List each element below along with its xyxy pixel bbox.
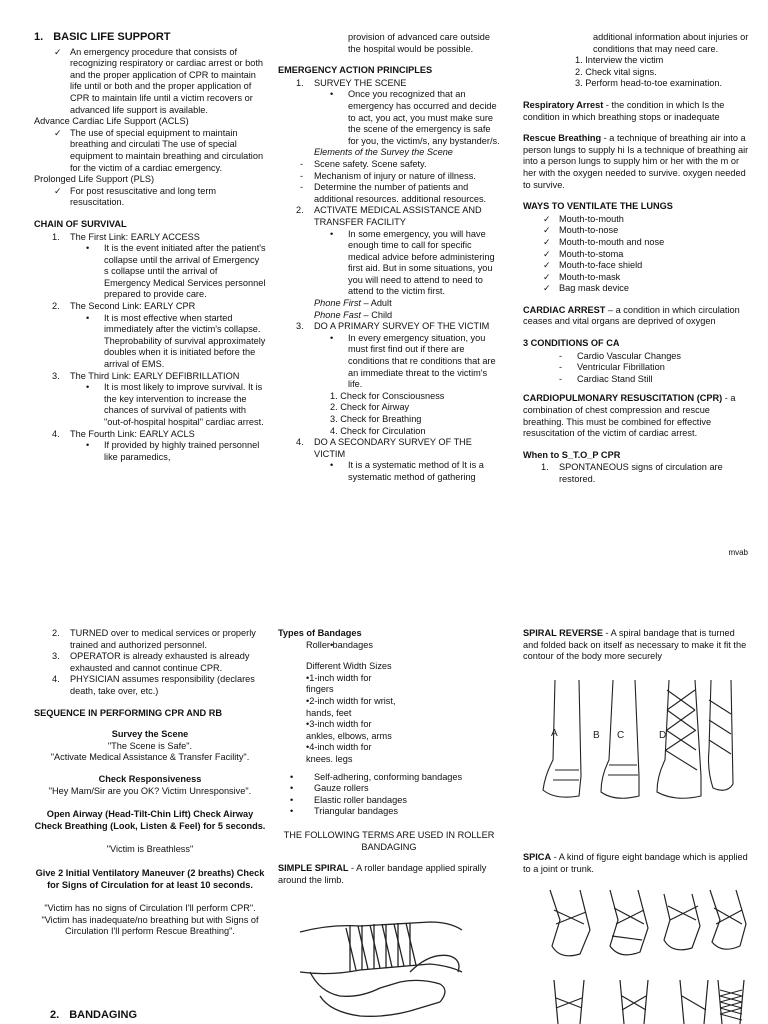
width-item: •1-inch width for fingers [306, 672, 372, 695]
continued-text: provision of advanced care outside the hospital would be possible. [348, 32, 490, 54]
stop-item: 3. OPERATOR is already exhausted is already exhausted and cannot continue CPR. [52, 651, 250, 673]
sequence-title: SEQUENCE IN PERFORMING CPR AND RB [34, 707, 223, 718]
step-1-title: 1. SURVEY THE SCENE [296, 77, 407, 88]
step-item: 1. Interview the victim [575, 55, 664, 66]
element-item: - Determine the number of patients and additional resources. additional resources. [278, 182, 500, 205]
step-2-description: • In some emergency, you will have enough time to call for specific medical advice before administering first aid. But in some situations, you you will need to attend to need to attend to the victim first. [278, 229, 500, 299]
link-2: 2. The Second Link: EARLY CPR • It is most effective when started immediately after the victim's collapse. Theprobability of survival approximately doubles when it is initiated before the arrival of EMS. [34, 301, 266, 371]
stop-item: 4. PHYSICIAN assumes responsibility (declares death, take over, etc.) [52, 674, 255, 696]
respiratory-arrest: Respiratory Arrest - the condition in which Is the condition in which breathing stops or inadequate [523, 99, 725, 122]
width-item: •4-inch width for knees. legs [306, 742, 372, 764]
figure-label: A [551, 728, 558, 739]
way-item: ✓ Mouth-to-mouth and nose [523, 237, 751, 249]
column-1-bottom [34, 628, 266, 938]
link-1: 1. The First Link: EARLY ACCESS • It is the event initiated after the patient's collapse until the arrival of Emergency s collapse until the arrival of Emergency Medical Services personnel prepared to provide care. [34, 232, 266, 302]
stop-item: 1. SPONTANEOUS signs of circulation are restored. [541, 462, 723, 484]
step-3-description: • In every emergency situation, you must first find out if there are conditions that re conditions that are an immediate threat to the victim's life. [278, 333, 500, 391]
way-item: ✓ Mouth-to-mouth [523, 214, 751, 226]
way-item: ✓ Mouth-to-nose [523, 225, 751, 237]
column-2-top [278, 32, 500, 484]
width-item: •2-inch width for wrist, hands, feet [306, 695, 396, 718]
seq-survey: Survey the Scene [111, 729, 189, 740]
acls-title: Advance Cardiac Life Support (ACLS) [34, 116, 189, 127]
pls-title: Prolonged Life Support (PLS) [34, 174, 155, 185]
types-title: Types of Bandages [278, 628, 362, 638]
seq-check: Check Responsiveness [98, 773, 202, 784]
seq-no-signs: "Victim has no signs of Circulation I'll perform CPR". "Victim has inadequate/no breathing but with Signs of Circulation I'll perform Rescue Breathing". [41, 903, 259, 937]
check-item: 4. Check for Circulation [330, 425, 426, 436]
step-4-title: 4. DO A SECONDARY SURVEY OF THE VICTIM [296, 437, 472, 459]
link-3: 3. The Third Link: EARLY DEFIBRILLATION • It is most likely to improve survival. It is the key intervention to increase the chances of survival of patients with "out-of-hospital hospital" cardiac arrest. [34, 371, 266, 429]
figure-label: C [617, 730, 625, 741]
simple-spiral-illustration [290, 912, 470, 1024]
way-item: ✓ Mouth-to-face shield [523, 260, 751, 272]
spica-illustration [540, 880, 750, 1024]
author-initials: mvab [728, 548, 748, 557]
type-item: • Triangular bandages [290, 806, 398, 817]
stop-item: 2. TURNED over to medical services or properly trained and authorized personnel. [52, 628, 256, 650]
seq-safe: "The Scene is Safe". [107, 740, 193, 751]
step-item: 2. Check vital signs. [575, 66, 657, 77]
seq-give-breaths: Give 2 Initial Ventilatory Maneuver (2 breaths) Check for Signs of Circulation for at least 10 seconds. [35, 867, 265, 890]
pls-description: ✓ For post resuscitative and long term resuscitation. [34, 186, 266, 209]
link-4: 4. The Fourth Link: EARLY ACLS • If provided by highly trained personnel like paramedics, [34, 429, 266, 464]
phone-first: Phone First – Adult [314, 298, 392, 309]
cardiac-arrest: CARDIAC ARREST – a condition in which circulation ceases and vital organs are deprived of oxygen [523, 304, 740, 327]
seq-breathless: "Victim is Breathless" [106, 844, 194, 855]
chain-of-survival-title: CHAIN OF SURVIVAL [34, 218, 127, 229]
seq-activate: "Activate Medical Assistance & Transfer Facility". [50, 752, 250, 763]
column-1-top [34, 32, 266, 463]
ways-title: WAYS TO VENTILATE THE LUNGS [523, 201, 673, 212]
column-3-top [523, 32, 751, 486]
elements-title: Elements of the Survey the Scene [314, 147, 453, 158]
stop-cpr-title: When to S_T.O_P CPR [523, 449, 621, 460]
roller-item: • Roller bandages [278, 640, 500, 652]
column-3-bottom [523, 628, 751, 663]
section-heading-bandaging: 2. BANDAGING [50, 1009, 138, 1021]
type-item: • Self-adhering, conforming bandages [290, 771, 463, 782]
spica-block [523, 852, 751, 875]
eap-title: EMERGENCY ACTION PRINCIPLES [278, 65, 433, 76]
step-item: 3. Perform head-to-toe examination. [575, 78, 723, 89]
condition-item: - Cardio Vascular Changes [523, 351, 751, 363]
column-2-bottom [278, 628, 500, 886]
phone-fast: Phone Fast – Child [314, 309, 393, 320]
terms-title: THE FOLLOWING TERMS ARE USED IN ROLLER BANDAGING [283, 829, 495, 852]
bls-description: ✓ An emergency procedure that consists of recognizing respiratory or cardiac arrest or both and the proper application of CPR to maintain life until or both and the proper application of CPR to maintain life until a victim recovers or advanced life support is available. [34, 47, 266, 117]
section-heading-bls: 1. BASIC LIFE SUPPORT [34, 31, 171, 43]
figure-label: D [659, 730, 667, 741]
step-1-description: • Once you recognized that an emergency has occurred and decide to act, you act, you must make sure the scene of the emergency is safe for you, the victim/s, any bystander/s. [278, 89, 500, 147]
conditions-title: 3 CONDITIONS OF CA [523, 338, 620, 349]
type-item: • Elastic roller bandages [290, 794, 407, 805]
step-4-description: • It is a systematic method of It is a systematic method of gathering [278, 460, 500, 483]
way-item: ✓ Bag mask device [523, 283, 751, 295]
way-item: ✓ Mouth-to-stoma [523, 249, 751, 261]
simple-spiral: SIMPLE SPIRAL - A roller bandage applied spirally around the limb. [278, 863, 487, 885]
step-2-title: 2. ACTIVATE MEDICAL ASSISTANCE AND TRANSFER FACILITY [296, 205, 482, 227]
widths-title: Different Width Sizes [306, 661, 392, 672]
spiral-reverse: SPIRAL REVERSE - A spiral bandage that is turned and folded back on itself as necessary to make it fit the contour of the body more securely [523, 628, 747, 662]
rescue-breathing: Rescue Breathing - a technique of breathing air into a person lungs to supply hi Is a technique of breathing air into a person lungs to supply him or her with the m or her with the oxygen needed to survive. oxygen needed to survive. [523, 133, 749, 190]
acls-description: ✓ The use of special equipment to maintain breathing and circulati The use of special equipment to maintain breathing and circulation for the victim of a cardiac emergency. [34, 128, 266, 174]
condition-item: - Cardiac Stand Still [523, 374, 751, 386]
figure-label: B [593, 730, 600, 741]
element-item: - Scene safety. Scene safety. [278, 159, 500, 171]
continued-text: additional information about injuries or conditions that may need care. [593, 32, 749, 54]
check-item: 1. Check for Consciousness [330, 390, 445, 401]
type-item: • Gauze rollers [290, 783, 369, 794]
element-item: - Mechanism of injury or nature of illness. [278, 171, 500, 183]
seq-hey: "Hey Mam/Sir are you OK? Victim Unresponsive". [48, 785, 252, 796]
width-item: •3-inch width for ankles, elbows, arms [306, 719, 392, 741]
way-item: ✓ Mouth-to-mask [523, 272, 751, 284]
check-item: 3. Check for Breathing [330, 414, 422, 424]
cpr-definition: CARDIOPULMONARY RESUSCITATION (CPR) - a combination of chest compression and rescue breathing. This must be combined for effective resuscitation of the victim of cardiac arrest. [523, 393, 736, 439]
condition-item: - Ventricular Fibrillation [523, 362, 751, 374]
seq-open-airway: Open Airway (Head-Tilt-Chin Lift) Check Airway Check Breathing (Look, Listen & Feel) for 5 seconds. [34, 809, 266, 831]
step-3-title: 3. DO A PRIMARY SURVEY OF THE VICTIM [296, 321, 490, 332]
spiral-reverse-illustration [535, 680, 735, 810]
spica: SPICA - A kind of figure eight bandage which is applied to a joint or trunk. [523, 852, 748, 874]
check-item: 2. Check for Airway [330, 402, 410, 413]
